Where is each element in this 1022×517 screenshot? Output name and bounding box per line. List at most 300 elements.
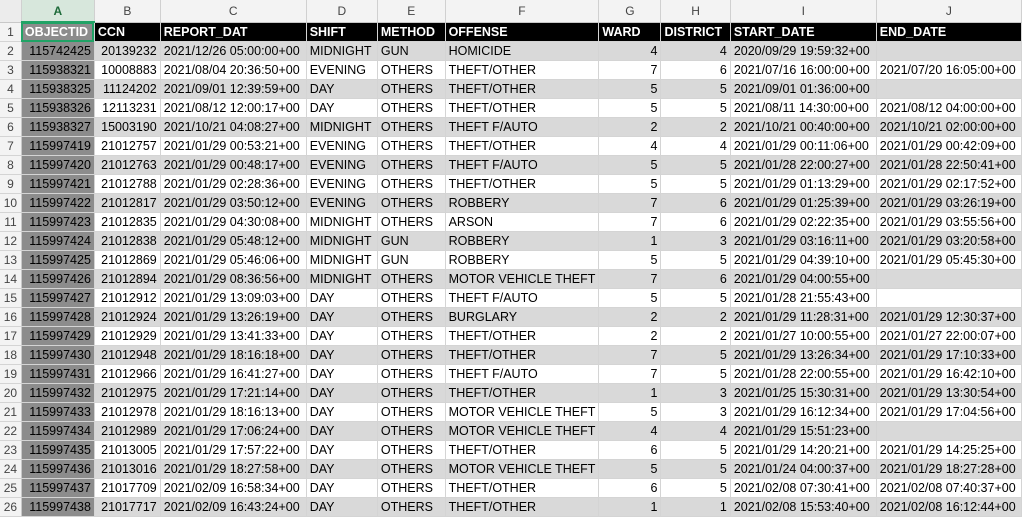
cell-district[interactable]: 6 <box>661 213 730 232</box>
cell-end-date[interactable]: 2021/01/29 18:27:28+00 <box>876 460 1021 479</box>
cell-method[interactable]: OTHERS <box>377 403 445 422</box>
cell-shift[interactable]: EVENING <box>306 194 377 213</box>
cell-ward[interactable]: 5 <box>599 460 661 479</box>
cell-start-date[interactable]: 2021/09/01 01:36:00+00 <box>730 80 876 99</box>
cell-shift[interactable]: DAY <box>306 99 377 118</box>
cell-offense[interactable]: MOTOR VEHICLE THEFT <box>445 460 599 479</box>
cell-ward[interactable]: 1 <box>599 384 661 403</box>
cell-method[interactable]: OTHERS <box>377 213 445 232</box>
cell-shift[interactable]: MIDNIGHT <box>306 42 377 61</box>
cell-method[interactable]: OTHERS <box>377 194 445 213</box>
header-cell-start-date[interactable]: START_DATE <box>730 22 876 42</box>
cell-objectid[interactable]: 115997435 <box>21 441 94 460</box>
cell-end-date[interactable]: 2021/01/29 17:04:56+00 <box>876 403 1021 422</box>
cell-district[interactable]: 5 <box>661 80 730 99</box>
cell-shift[interactable]: DAY <box>306 498 377 517</box>
cell-objectid[interactable]: 115997419 <box>21 137 94 156</box>
cell-start-date[interactable]: 2021/01/29 01:25:39+00 <box>730 194 876 213</box>
row-number[interactable]: 9 <box>0 175 21 194</box>
cell-end-date[interactable]: 2021/01/29 02:17:52+00 <box>876 175 1021 194</box>
cell-ccn[interactable]: 21012838 <box>94 232 160 251</box>
cell-end-date[interactable]: 2021/01/29 03:55:56+00 <box>876 213 1021 232</box>
cell-ward[interactable]: 4 <box>599 42 661 61</box>
cell-ward[interactable]: 5 <box>599 289 661 308</box>
cell-method[interactable]: OTHERS <box>377 270 445 289</box>
select-all-corner[interactable] <box>0 0 21 22</box>
cell-objectid[interactable]: 115997426 <box>21 270 94 289</box>
cell-district[interactable]: 4 <box>661 422 730 441</box>
cell-report-dat[interactable]: 2021/08/12 12:00:17+00 <box>160 99 306 118</box>
cell-end-date[interactable] <box>876 289 1021 308</box>
cell-ward[interactable]: 6 <box>599 479 661 498</box>
cell-shift[interactable]: MIDNIGHT <box>306 213 377 232</box>
cell-shift[interactable]: DAY <box>306 346 377 365</box>
cell-start-date[interactable]: 2021/01/28 22:00:27+00 <box>730 156 876 175</box>
cell-report-dat[interactable]: 2021/01/29 18:27:58+00 <box>160 460 306 479</box>
cell-end-date[interactable] <box>876 422 1021 441</box>
cell-shift[interactable]: DAY <box>306 422 377 441</box>
cell-ccn[interactable]: 21013005 <box>94 441 160 460</box>
cell-shift[interactable]: MIDNIGHT <box>306 251 377 270</box>
cell-ward[interactable]: 7 <box>599 270 661 289</box>
cell-district[interactable]: 5 <box>661 441 730 460</box>
cell-ccn[interactable]: 21012763 <box>94 156 160 175</box>
cell-report-dat[interactable]: 2021/01/29 02:28:36+00 <box>160 175 306 194</box>
cell-ccn[interactable]: 21012894 <box>94 270 160 289</box>
cell-ccn[interactable]: 21013016 <box>94 460 160 479</box>
cell-district[interactable]: 2 <box>661 308 730 327</box>
row-number[interactable]: 4 <box>0 80 21 99</box>
cell-ccn[interactable]: 21017709 <box>94 479 160 498</box>
cell-end-date[interactable]: 2021/02/08 16:12:44+00 <box>876 498 1021 517</box>
column-header-a[interactable]: A <box>21 0 94 22</box>
cell-ccn[interactable]: 21012929 <box>94 327 160 346</box>
row-number[interactable]: 10 <box>0 194 21 213</box>
cell-district[interactable]: 6 <box>661 194 730 213</box>
cell-method[interactable]: OTHERS <box>377 99 445 118</box>
cell-start-date[interactable]: 2021/01/29 11:28:31+00 <box>730 308 876 327</box>
row-number[interactable]: 14 <box>0 270 21 289</box>
cell-end-date[interactable]: 2021/10/21 02:00:00+00 <box>876 118 1021 137</box>
cell-method[interactable]: OTHERS <box>377 289 445 308</box>
cell-offense[interactable]: ROBBERY <box>445 232 599 251</box>
row-number[interactable]: 12 <box>0 232 21 251</box>
cell-start-date[interactable]: 2021/01/29 14:20:21+00 <box>730 441 876 460</box>
cell-district[interactable]: 5 <box>661 99 730 118</box>
row-number[interactable]: 3 <box>0 61 21 80</box>
row-number[interactable]: 6 <box>0 118 21 137</box>
cell-objectid[interactable]: 115997438 <box>21 498 94 517</box>
cell-shift[interactable]: DAY <box>306 460 377 479</box>
column-header-b[interactable]: B <box>94 0 160 22</box>
cell-district[interactable]: 5 <box>661 156 730 175</box>
cell-report-dat[interactable]: 2021/02/09 16:58:34+00 <box>160 479 306 498</box>
cell-objectid[interactable]: 115997434 <box>21 422 94 441</box>
column-header-j[interactable]: J <box>876 0 1021 22</box>
row-number[interactable]: 15 <box>0 289 21 308</box>
cell-report-dat[interactable]: 2021/01/29 18:16:18+00 <box>160 346 306 365</box>
cell-shift[interactable]: EVENING <box>306 137 377 156</box>
cell-ward[interactable]: 2 <box>599 118 661 137</box>
cell-report-dat[interactable]: 2021/01/29 13:26:19+00 <box>160 308 306 327</box>
column-header-d[interactable]: D <box>306 0 377 22</box>
header-cell-method[interactable]: METHOD <box>377 22 445 42</box>
cell-method[interactable]: OTHERS <box>377 441 445 460</box>
cell-offense[interactable]: THEFT/OTHER <box>445 327 599 346</box>
cell-shift[interactable]: EVENING <box>306 156 377 175</box>
cell-ward[interactable]: 6 <box>599 441 661 460</box>
cell-method[interactable]: OTHERS <box>377 384 445 403</box>
cell-method[interactable]: GUN <box>377 251 445 270</box>
cell-report-dat[interactable]: 2021/08/04 20:36:50+00 <box>160 61 306 80</box>
cell-method[interactable]: OTHERS <box>377 498 445 517</box>
cell-offense[interactable]: MOTOR VEHICLE THEFT <box>445 422 599 441</box>
cell-report-dat[interactable]: 2021/10/21 04:08:27+00 <box>160 118 306 137</box>
cell-start-date[interactable]: 2021/01/28 21:55:43+00 <box>730 289 876 308</box>
cell-ward[interactable]: 4 <box>599 422 661 441</box>
cell-end-date[interactable] <box>876 42 1021 61</box>
row-number[interactable]: 26 <box>0 498 21 517</box>
cell-shift[interactable]: MIDNIGHT <box>306 270 377 289</box>
row-number[interactable]: 19 <box>0 365 21 384</box>
cell-shift[interactable]: DAY <box>306 365 377 384</box>
cell-start-date[interactable]: 2021/02/08 07:30:41+00 <box>730 479 876 498</box>
cell-method[interactable]: OTHERS <box>377 479 445 498</box>
cell-shift[interactable]: DAY <box>306 308 377 327</box>
cell-report-dat[interactable]: 2021/01/29 17:57:22+00 <box>160 441 306 460</box>
row-number[interactable]: 5 <box>0 99 21 118</box>
cell-ccn[interactable]: 21012817 <box>94 194 160 213</box>
cell-method[interactable]: OTHERS <box>377 327 445 346</box>
cell-ccn[interactable]: 21012966 <box>94 365 160 384</box>
cell-ccn[interactable]: 21012989 <box>94 422 160 441</box>
cell-end-date[interactable]: 2021/01/29 17:10:33+00 <box>876 346 1021 365</box>
cell-district[interactable]: 6 <box>661 61 730 80</box>
cell-ccn[interactable]: 21012924 <box>94 308 160 327</box>
column-header-i[interactable]: I <box>730 0 876 22</box>
row-number[interactable]: 21 <box>0 403 21 422</box>
cell-start-date[interactable]: 2021/01/29 02:22:35+00 <box>730 213 876 232</box>
cell-ccn[interactable]: 12113231 <box>94 99 160 118</box>
cell-offense[interactable]: THEFT F/AUTO <box>445 156 599 175</box>
cell-ward[interactable]: 7 <box>599 346 661 365</box>
cell-district[interactable]: 5 <box>661 479 730 498</box>
cell-start-date[interactable]: 2021/01/29 15:51:23+00 <box>730 422 876 441</box>
cell-end-date[interactable]: 2021/01/29 12:30:37+00 <box>876 308 1021 327</box>
header-cell-shift[interactable]: SHIFT <box>306 22 377 42</box>
cell-ward[interactable]: 1 <box>599 498 661 517</box>
row-number[interactable]: 25 <box>0 479 21 498</box>
column-header-h[interactable]: H <box>661 0 730 22</box>
cell-method[interactable]: OTHERS <box>377 346 445 365</box>
cell-objectid[interactable]: 115997425 <box>21 251 94 270</box>
column-header-f[interactable]: F <box>445 0 599 22</box>
cell-method[interactable]: OTHERS <box>377 308 445 327</box>
cell-ccn[interactable]: 21012912 <box>94 289 160 308</box>
cell-report-dat[interactable]: 2021/01/29 13:09:03+00 <box>160 289 306 308</box>
cell-shift[interactable]: MIDNIGHT <box>306 118 377 137</box>
header-cell-end-date[interactable]: END_DATE <box>876 22 1021 42</box>
cell-objectid[interactable]: 115997437 <box>21 479 94 498</box>
cell-end-date[interactable]: 2021/01/29 16:42:10+00 <box>876 365 1021 384</box>
cell-offense[interactable]: THEFT/OTHER <box>445 137 599 156</box>
cell-offense[interactable]: ROBBERY <box>445 194 599 213</box>
cell-start-date[interactable]: 2021/01/28 22:00:55+00 <box>730 365 876 384</box>
cell-report-dat[interactable]: 2021/02/09 16:43:24+00 <box>160 498 306 517</box>
cell-offense[interactable]: THEFT/OTHER <box>445 479 599 498</box>
cell-district[interactable]: 1 <box>661 498 730 517</box>
cell-shift[interactable]: EVENING <box>306 61 377 80</box>
cell-objectid[interactable]: 115997428 <box>21 308 94 327</box>
cell-objectid[interactable]: 115997430 <box>21 346 94 365</box>
cell-start-date[interactable]: 2021/01/29 16:12:34+00 <box>730 403 876 422</box>
cell-start-date[interactable]: 2021/01/29 01:13:29+00 <box>730 175 876 194</box>
table-row <box>0 61 1022 80</box>
cell-end-date[interactable]: 2021/01/28 22:50:41+00 <box>876 156 1021 175</box>
cell-method[interactable]: OTHERS <box>377 156 445 175</box>
cell-offense[interactable]: THEFT/OTHER <box>445 346 599 365</box>
cell-ward[interactable]: 5 <box>599 403 661 422</box>
cell-objectid[interactable]: 115938326 <box>21 99 94 118</box>
cell-end-date[interactable]: 2021/01/27 22:00:07+00 <box>876 327 1021 346</box>
cell-end-date[interactable]: 2021/01/29 00:42:09+00 <box>876 137 1021 156</box>
cell-ccn[interactable]: 21012975 <box>94 384 160 403</box>
cell-shift[interactable]: DAY <box>306 479 377 498</box>
header-cell-ccn[interactable]: CCN <box>94 22 160 42</box>
cell-shift[interactable]: EVENING <box>306 175 377 194</box>
cell-offense[interactable]: ROBBERY <box>445 251 599 270</box>
row-number[interactable]: 17 <box>0 327 21 346</box>
table-row <box>0 479 1022 498</box>
cell-offense[interactable]: ARSON <box>445 213 599 232</box>
cell-ccn[interactable]: 21012757 <box>94 137 160 156</box>
cell-objectid[interactable]: 115997431 <box>21 365 94 384</box>
cell-district[interactable]: 6 <box>661 270 730 289</box>
cell-ccn[interactable]: 21012835 <box>94 213 160 232</box>
cell-report-dat[interactable]: 2021/01/29 17:06:24+00 <box>160 422 306 441</box>
cell-ccn[interactable]: 21012978 <box>94 403 160 422</box>
cell-district[interactable]: 5 <box>661 251 730 270</box>
row-number[interactable]: 1 <box>0 22 21 42</box>
cell-start-date[interactable]: 2021/10/21 00:40:00+00 <box>730 118 876 137</box>
cell-end-date[interactable]: 2021/01/29 03:20:58+00 <box>876 232 1021 251</box>
cell-shift[interactable]: DAY <box>306 384 377 403</box>
cell-start-date[interactable]: 2020/09/29 19:59:32+00 <box>730 42 876 61</box>
cell-report-dat[interactable]: 2021/01/29 18:16:13+00 <box>160 403 306 422</box>
cell-district[interactable]: 3 <box>661 403 730 422</box>
cell-shift[interactable]: DAY <box>306 327 377 346</box>
cell-start-date[interactable]: 2021/02/08 15:53:40+00 <box>730 498 876 517</box>
cell-report-dat[interactable]: 2021/01/29 00:53:21+00 <box>160 137 306 156</box>
cell-objectid[interactable]: 115997423 <box>21 213 94 232</box>
cell-district[interactable]: 5 <box>661 460 730 479</box>
cell-report-dat[interactable]: 2021/01/29 08:36:56+00 <box>160 270 306 289</box>
cell-ccn[interactable]: 11124202 <box>94 80 160 99</box>
cell-offense[interactable]: THEFT F/AUTO <box>445 118 599 137</box>
header-cell-district[interactable]: DISTRICT <box>661 22 730 42</box>
cell-district[interactable]: 4 <box>661 137 730 156</box>
row-number[interactable]: 18 <box>0 346 21 365</box>
cell-method[interactable]: OTHERS <box>377 175 445 194</box>
cell-start-date[interactable]: 2021/01/29 04:39:10+00 <box>730 251 876 270</box>
cell-objectid[interactable]: 115997420 <box>21 156 94 175</box>
row-number[interactable]: 16 <box>0 308 21 327</box>
cell-objectid[interactable]: 115742425 <box>21 42 94 61</box>
row-number[interactable]: 11 <box>0 213 21 232</box>
cell-start-date[interactable]: 2021/01/24 04:00:37+00 <box>730 460 876 479</box>
cell-end-date[interactable]: 2021/01/29 05:45:30+00 <box>876 251 1021 270</box>
cell-method[interactable]: OTHERS <box>377 422 445 441</box>
header-cell-report-dat[interactable]: REPORT_DAT <box>160 22 306 42</box>
cell-method[interactable]: OTHERS <box>377 80 445 99</box>
cell-report-dat[interactable]: 2021/01/29 03:50:12+00 <box>160 194 306 213</box>
cell-district[interactable]: 5 <box>661 289 730 308</box>
row-number[interactable]: 20 <box>0 384 21 403</box>
cell-report-dat[interactable]: 2021/12/26 05:00:00+00 <box>160 42 306 61</box>
cell-ccn[interactable]: 10008883 <box>94 61 160 80</box>
table-row <box>0 346 1022 365</box>
cell-report-dat[interactable]: 2021/01/29 05:48:12+00 <box>160 232 306 251</box>
cell-ward[interactable]: 7 <box>599 365 661 384</box>
cell-objectid[interactable]: 115938325 <box>21 80 94 99</box>
cell-offense[interactable]: THEFT F/AUTO <box>445 289 599 308</box>
cell-ccn[interactable]: 21012948 <box>94 346 160 365</box>
cell-district[interactable]: 2 <box>661 118 730 137</box>
row-number[interactable]: 2 <box>0 42 21 61</box>
cell-ward[interactable]: 5 <box>599 80 661 99</box>
cell-start-date[interactable]: 2021/01/29 04:00:55+00 <box>730 270 876 289</box>
cell-end-date[interactable]: 2021/07/20 16:05:00+00 <box>876 61 1021 80</box>
cell-offense[interactable]: MOTOR VEHICLE THEFT <box>445 270 599 289</box>
cell-offense[interactable]: THEFT F/AUTO <box>445 365 599 384</box>
cell-offense[interactable]: THEFT/OTHER <box>445 384 599 403</box>
cell-ward[interactable]: 5 <box>599 156 661 175</box>
cell-ward[interactable]: 1 <box>599 232 661 251</box>
cell-shift[interactable]: DAY <box>306 80 377 99</box>
cell-ward[interactable]: 5 <box>599 251 661 270</box>
cell-offense[interactable]: THEFT/OTHER <box>445 80 599 99</box>
cell-report-dat[interactable]: 2021/01/29 17:21:14+00 <box>160 384 306 403</box>
cell-district[interactable]: 3 <box>661 232 730 251</box>
cell-objectid[interactable]: 115938327 <box>21 118 94 137</box>
cell-end-date[interactable]: 2021/01/29 14:25:25+00 <box>876 441 1021 460</box>
cell-objectid[interactable]: 115997421 <box>21 175 94 194</box>
cell-offense[interactable]: BURGLARY <box>445 308 599 327</box>
cell-method[interactable]: OTHERS <box>377 61 445 80</box>
cell-ccn[interactable]: 21017717 <box>94 498 160 517</box>
cell-start-date[interactable]: 2021/01/29 03:16:11+00 <box>730 232 876 251</box>
row-number[interactable]: 22 <box>0 422 21 441</box>
cell-ccn[interactable]: 21012788 <box>94 175 160 194</box>
cell-shift[interactable]: MIDNIGHT <box>306 232 377 251</box>
cell-ward[interactable]: 7 <box>599 61 661 80</box>
cell-report-dat[interactable]: 2021/09/01 12:39:59+00 <box>160 80 306 99</box>
cell-ward[interactable]: 2 <box>599 308 661 327</box>
cell-ward[interactable]: 7 <box>599 194 661 213</box>
cell-objectid[interactable]: 115997424 <box>21 232 94 251</box>
cell-report-dat[interactable]: 2021/01/29 16:41:27+00 <box>160 365 306 384</box>
cell-start-date[interactable]: 2021/01/27 10:00:55+00 <box>730 327 876 346</box>
cell-offense[interactable]: THEFT/OTHER <box>445 498 599 517</box>
column-header-c[interactable]: C <box>160 0 306 22</box>
row-number[interactable]: 23 <box>0 441 21 460</box>
cell-report-dat[interactable]: 2021/01/29 00:48:17+00 <box>160 156 306 175</box>
row-number[interactable]: 13 <box>0 251 21 270</box>
cell-ward[interactable]: 7 <box>599 213 661 232</box>
cell-district[interactable]: 5 <box>661 346 730 365</box>
cell-start-date[interactable]: 2021/01/25 15:30:31+00 <box>730 384 876 403</box>
cell-shift[interactable]: DAY <box>306 403 377 422</box>
cell-objectid[interactable]: 115997436 <box>21 460 94 479</box>
cell-offense[interactable]: HOMICIDE <box>445 42 599 61</box>
cell-objectid[interactable]: 115997433 <box>21 403 94 422</box>
cell-offense[interactable]: MOTOR VEHICLE THEFT <box>445 403 599 422</box>
row-number[interactable]: 24 <box>0 460 21 479</box>
cell-shift[interactable]: DAY <box>306 441 377 460</box>
cell-ccn[interactable]: 21012869 <box>94 251 160 270</box>
cell-method[interactable]: OTHERS <box>377 365 445 384</box>
cell-ward[interactable]: 5 <box>599 99 661 118</box>
cell-objectid[interactable]: 115997429 <box>21 327 94 346</box>
cell-end-date[interactable]: 2021/01/29 13:30:54+00 <box>876 384 1021 403</box>
cell-ward[interactable]: 5 <box>599 175 661 194</box>
cell-offense[interactable]: THEFT/OTHER <box>445 441 599 460</box>
cell-objectid[interactable]: 115997427 <box>21 289 94 308</box>
cell-ward[interactable]: 2 <box>599 327 661 346</box>
cell-end-date[interactable] <box>876 270 1021 289</box>
header-cell-ward[interactable]: WARD <box>599 22 661 42</box>
cell-ccn[interactable]: 20139232 <box>94 42 160 61</box>
cell-end-date[interactable] <box>876 80 1021 99</box>
cell-end-date[interactable]: 2021/08/12 04:00:00+00 <box>876 99 1021 118</box>
cell-method[interactable]: OTHERS <box>377 118 445 137</box>
cell-start-date[interactable]: 2021/01/29 13:26:34+00 <box>730 346 876 365</box>
cell-report-dat[interactable]: 2021/01/29 05:46:06+00 <box>160 251 306 270</box>
cell-objectid[interactable]: 115997422 <box>21 194 94 213</box>
cell-method[interactable]: OTHERS <box>377 460 445 479</box>
cell-end-date[interactable]: 2021/02/08 07:40:37+00 <box>876 479 1021 498</box>
cell-district[interactable]: 5 <box>661 365 730 384</box>
cell-offense[interactable]: THEFT/OTHER <box>445 99 599 118</box>
cell-offense[interactable]: THEFT/OTHER <box>445 61 599 80</box>
cell-objectid[interactable]: 115997432 <box>21 384 94 403</box>
cell-start-date[interactable]: 2021/08/11 14:30:00+00 <box>730 99 876 118</box>
cell-start-date[interactable]: 2021/07/16 16:00:00+00 <box>730 61 876 80</box>
cell-district[interactable]: 4 <box>661 42 730 61</box>
cell-district[interactable]: 3 <box>661 384 730 403</box>
cell-district[interactable]: 2 <box>661 327 730 346</box>
cell-end-date[interactable]: 2021/01/29 03:26:19+00 <box>876 194 1021 213</box>
cell-objectid[interactable]: 115938321 <box>21 61 94 80</box>
column-header-e[interactable]: E <box>377 0 445 22</box>
cell-shift[interactable]: DAY <box>306 289 377 308</box>
row-number[interactable]: 8 <box>0 156 21 175</box>
cell-ccn[interactable]: 15003190 <box>94 118 160 137</box>
cell-district[interactable]: 5 <box>661 175 730 194</box>
header-cell-offense[interactable]: OFFENSE <box>445 22 599 42</box>
column-header-g[interactable]: G <box>599 0 661 22</box>
cell-ward[interactable]: 4 <box>599 137 661 156</box>
cell-method[interactable]: GUN <box>377 42 445 61</box>
cell-method[interactable]: GUN <box>377 232 445 251</box>
cell-report-dat[interactable]: 2021/01/29 04:30:08+00 <box>160 213 306 232</box>
cell-offense[interactable]: THEFT/OTHER <box>445 175 599 194</box>
row-number[interactable]: 7 <box>0 137 21 156</box>
cell-method[interactable]: OTHERS <box>377 137 445 156</box>
header-cell-objectid[interactable]: OBJECTID <box>21 22 94 42</box>
cell-report-dat[interactable]: 2021/01/29 13:41:33+00 <box>160 327 306 346</box>
cell-start-date[interactable]: 2021/01/29 00:11:06+00 <box>730 137 876 156</box>
